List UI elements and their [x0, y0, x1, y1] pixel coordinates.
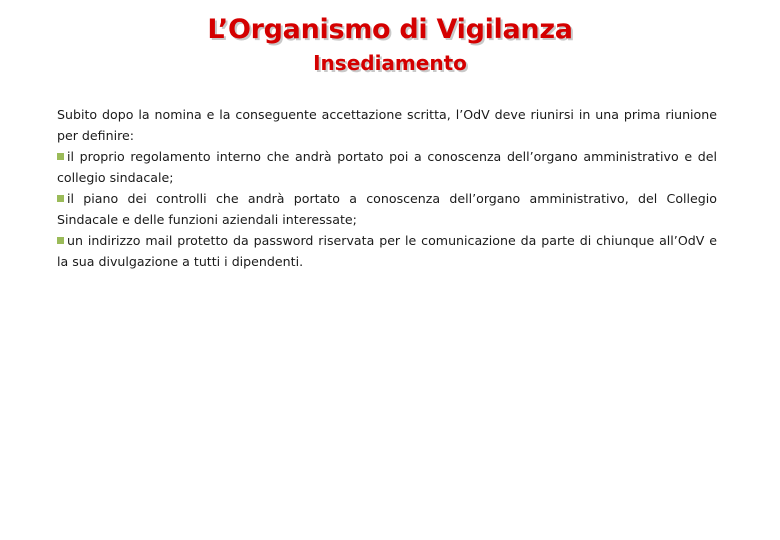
list-item	[57, 146, 717, 188]
list-item-text: il piano dei controlli che andrà portato a conoscenza dell’organo amministrativo, del Collegio Sindacale e delle funzioni aziendali interessate;	[57, 191, 717, 227]
list-item	[57, 230, 717, 272]
list-item	[57, 188, 717, 230]
slide-title: L’Organismo di Vigilanza	[207, 14, 573, 45]
slide-body	[57, 104, 717, 272]
list-item-text: il proprio regolamento interno che andrà portato poi a conoscenza dell’organo amministrativo e del collegio sindacale;	[57, 149, 717, 185]
square-bullet-icon	[57, 195, 64, 202]
square-bullet-icon	[57, 153, 64, 160]
slide-subtitle: Insediamento	[313, 51, 467, 75]
square-bullet-icon	[57, 237, 64, 244]
list-item-text: un indirizzo mail protetto da password riservata per le comunicazione da parte di chiunque all’OdV e la sua divulgazione a tutti i dipendenti.	[57, 233, 717, 269]
intro-paragraph: Subito dopo la nomina e la conseguente accettazione scritta, l’OdV deve riunirsi in una prima riunione per definire:	[57, 107, 717, 143]
